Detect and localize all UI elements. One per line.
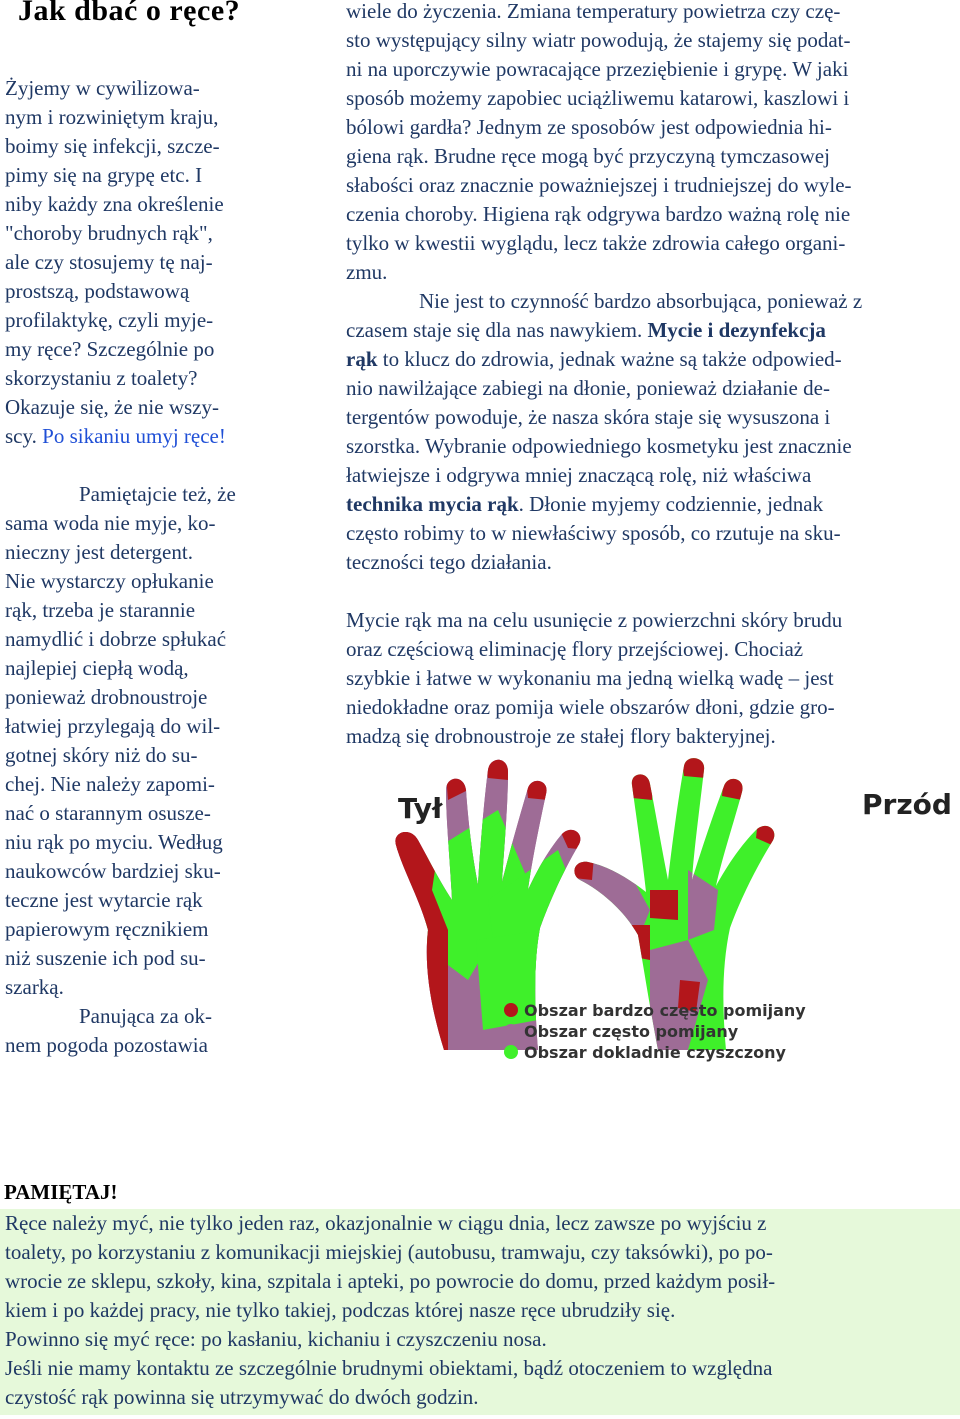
text-line: Pamiętajcie też, że xyxy=(79,482,236,506)
reminder-title: PAMIĘTAJ! xyxy=(4,1180,118,1204)
text-line: naukowców bardziej sku- xyxy=(5,859,221,883)
text-line: rąk, trzeba je starannie xyxy=(5,598,196,622)
text-line xyxy=(346,345,958,374)
text-line: ale czy stosujemy tę naj- xyxy=(5,250,213,274)
text-line: najlepiej ciepłą wodą, xyxy=(5,656,189,680)
text-line: madzą się drobnoustroje ze stałej flory bakteryjnej. xyxy=(346,724,776,748)
text-line: słabości oraz znacznie poważniejszej i trudniejszej do wyle- xyxy=(346,173,852,197)
text-line: giena rąk. Brudne ręce mogą być przyczyną tymczasowej xyxy=(346,144,830,168)
text-line: nem pogoda pozostawia xyxy=(5,1033,208,1057)
text-line: "choroby brudnych rąk", xyxy=(5,221,213,245)
text-line: Mycie rąk ma na celu usunięcie z powierzchni skóry brudu xyxy=(346,608,843,632)
text-line: papierowym ręcznikiem xyxy=(5,917,209,941)
text-line: łatwiejsze i odgrywa mniej znaczącą rolę, niż właściwa xyxy=(346,463,812,487)
right-column xyxy=(346,0,958,751)
text-line: tergentów powoduje, że nasza skóra staje się wysuszona i xyxy=(346,405,831,429)
text-line: skorzystaniu z toalety? xyxy=(5,366,198,390)
text-line: chej. Nie należy zapomi- xyxy=(5,772,215,796)
legend-label: Obszar często pomijany xyxy=(524,1022,739,1041)
legend-label: Obszar dokladnie czyszczony xyxy=(524,1043,786,1062)
text-line: nio nawilżające zabiegi na dłonie, ponieważ działanie de- xyxy=(346,376,830,400)
text-line: Nie wystarczy opłukanie xyxy=(5,569,214,593)
text-line: niedokładne oraz pomija wiele obszarów dłoni, gdzie gro- xyxy=(346,695,835,719)
legend xyxy=(504,1001,806,1062)
left-column xyxy=(5,74,275,1060)
text-line: oraz częściową eliminację flory przejściowej. Chociaż xyxy=(346,637,804,661)
right-paragraph-1 xyxy=(346,0,958,287)
text-line: często robimy to w niewłaściwy sposób, co rzutuje na sku- xyxy=(346,521,841,545)
bold-phrase: rąk xyxy=(346,347,378,371)
highlight-link[interactable]: Po sikaniu umyj ręce! xyxy=(42,424,226,448)
right-paragraph-3 xyxy=(346,606,958,751)
text-line: czenia choroby. Higiena rąk odgrywa bardzo ważną rolę nie xyxy=(346,202,851,226)
text-line: zmu. xyxy=(346,260,388,284)
text-line xyxy=(346,490,958,519)
text-line: Nie jest to czynność bardzo absorbująca, ponieważ z xyxy=(419,289,863,313)
text-fragment: czasem staje się dla nas nawykiem. xyxy=(346,318,648,342)
front-hand-red-area xyxy=(628,770,654,800)
hand-hygiene-figure xyxy=(388,750,960,1090)
text-line: bólowi gardła? Jednym ze sposobów jest odpowiednia hi- xyxy=(346,115,832,139)
hands-illustration xyxy=(388,750,960,1080)
left-paragraph-3 xyxy=(5,1002,275,1060)
label-back: Tył xyxy=(398,792,443,825)
text-fragment: to klucz do zdrowia, jednak ważne są także odpowied- xyxy=(377,347,842,371)
reminder-line: Ręce należy myć, nie tylko jeden raz, okazjonalnie w ciągu dnia, lecz zawsze po wyjściu z xyxy=(5,1211,767,1235)
text-line: szorstka. Wybranie odpowiedniego kosmetyku jest znacznie xyxy=(346,434,852,458)
text-line: wiele do życzenia. Zmiana temperatury powietrza czy czę- xyxy=(346,0,841,23)
text-line: szarką. xyxy=(5,975,64,999)
reminder-box xyxy=(0,1209,960,1415)
right-paragraph-2 xyxy=(346,287,958,577)
legend-swatch-red xyxy=(504,1003,518,1017)
text-line: niż suszenie ich pod su- xyxy=(5,946,206,970)
text-line: tylko w kwestii wyglądu, lecz także zdrowia całego organi- xyxy=(346,231,846,255)
text-line: niby każdy zna określenie xyxy=(5,192,224,216)
left-paragraph-1 xyxy=(5,74,275,451)
text-fragment: . Dłonie myjemy codziennie, jednak xyxy=(518,492,824,516)
bold-phrase: technika mycia rąk xyxy=(346,492,519,516)
legend-swatch-purple xyxy=(504,1024,518,1038)
text-fragment: scy. xyxy=(5,424,43,448)
text-line: gotnej skóry niż do su- xyxy=(5,743,198,767)
text-line: profilaktykę, czyli myje- xyxy=(5,308,214,332)
text-line: ponieważ drobnoustroje xyxy=(5,685,208,709)
left-paragraph-2 xyxy=(5,480,275,1002)
text-line: ni na uporczywie powracające przeziębienie i grypę. W jaki xyxy=(346,57,849,81)
text-line: nać o starannym osusze- xyxy=(5,801,211,825)
reminder-line: Powinno się myć ręce: po kasłaniu, kichaniu i czyszczeniu nosa. xyxy=(5,1327,547,1351)
reminder-line: czystość rąk powinna się utrzymywać do dwóch godzin. xyxy=(5,1385,479,1409)
label-front: Przód xyxy=(862,788,952,821)
text-line: teczne jest wytarcie rąk xyxy=(5,888,203,912)
text-line: my ręce? Szczególnie po xyxy=(5,337,215,361)
text-line: sama woda nie myje, ko- xyxy=(5,511,216,535)
text-line xyxy=(346,316,958,345)
text-line xyxy=(5,422,275,451)
text-line: sto występujący silny wiatr powodują, że stajemy się podat- xyxy=(346,28,851,52)
text-line: Panująca za ok- xyxy=(79,1004,212,1028)
legend-swatch-green xyxy=(504,1045,518,1059)
text-line: prostszą, podstawową xyxy=(5,279,190,303)
reminder-line: toalety, po korzystaniu z komunikacji miejskiej (autobusu, tramwaju, czy taksówki), po po- xyxy=(5,1240,773,1264)
text-line: namydlić i dobrze spłukać xyxy=(5,627,227,651)
reminder-line: wrocie ze sklepu, szkoły, kina, szpitala i apteki, po powrocie do domu, przed każdym posił- xyxy=(5,1269,776,1293)
legend-label: Obszar bardzo często pomijany xyxy=(524,1001,806,1020)
text-line: sposób możemy zapobiec uciążliwemu katarowi, kaszlowi i xyxy=(346,86,850,110)
text-line: teczności tego działania. xyxy=(346,550,552,574)
text-line: niu rąk po myciu. Według xyxy=(5,830,223,854)
text-line: pimy się na grypę etc. I xyxy=(5,163,203,187)
text-line: Żyjemy w cywilizowa- xyxy=(5,76,200,100)
text-line: boimy się infekcji, szcze- xyxy=(5,134,220,158)
reminder-line: Jeśli nie mamy kontaktu ze szczególnie brudnymi obiektami, bądź otoczeniem to względna xyxy=(5,1356,773,1380)
text-line: nym i rozwiniętym kraju, xyxy=(5,105,219,129)
text-line: łatwiej przylegają do wil- xyxy=(5,714,221,738)
text-line: Okazuje się, że nie wszy- xyxy=(5,395,219,419)
reminder-line: kiem i po każdej pracy, nie tylko takiej, podczas której nasze ręce ubrudziły się. xyxy=(5,1298,676,1322)
text-line: szybkie i łatwe w wykonaniu ma jedną wielką wadę – jest xyxy=(346,666,834,690)
page-title: Jak dbać o ręce? xyxy=(18,0,241,27)
bold-phrase: Mycie i dezynfekcja xyxy=(647,318,826,342)
text-line: nieczny jest detergent. xyxy=(5,540,193,564)
